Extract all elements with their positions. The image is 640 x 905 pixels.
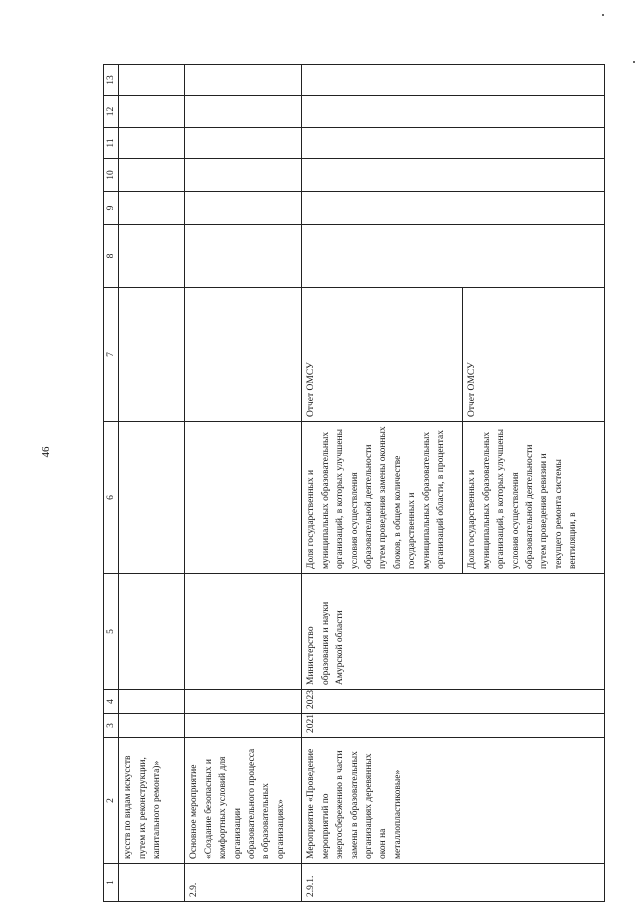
cell-executor xyxy=(185,574,302,690)
cell-empty xyxy=(302,225,605,288)
cell-end-year xyxy=(185,690,302,714)
cell-empty xyxy=(185,96,302,128)
cell-empty xyxy=(302,192,605,225)
cell-empty xyxy=(185,192,302,225)
cell-empty xyxy=(119,65,185,96)
column-number: 6 xyxy=(104,422,119,574)
cell-number: 2.9.1. xyxy=(302,864,605,902)
cell-empty xyxy=(302,159,605,192)
cell-empty xyxy=(302,128,605,159)
cell-empty xyxy=(119,128,185,159)
scan-speck xyxy=(602,14,604,16)
page-number: 46 xyxy=(40,446,52,458)
column-number: 10 xyxy=(104,159,119,192)
cell-source-ventilation: Отчет ОМСУ xyxy=(462,288,590,421)
cell-end-year xyxy=(119,690,185,714)
program-measures-table xyxy=(103,64,605,902)
cell-indicator-ventilation: Доля государственных и муниципальных образовательных организаций, в которых улучшены условия осуществления образовательной деятельности путем проведения ревизии и текущего ремонта системы вентиляции, в xyxy=(462,422,590,573)
scan-speck xyxy=(633,61,635,63)
cell-measure-name: кусств по видам искусств путем их реконструкции, капитального ремонта)» xyxy=(119,738,185,864)
cell-source-group xyxy=(302,288,605,422)
cell-indicator xyxy=(185,422,302,574)
cell-empty xyxy=(185,128,302,159)
cell-empty xyxy=(185,159,302,192)
cell-empty xyxy=(119,159,185,192)
cell-empty xyxy=(119,225,185,288)
cell-source-windows: Отчет ОМСУ xyxy=(306,362,317,417)
table-row xyxy=(185,65,302,902)
cell-start-year xyxy=(119,714,185,738)
cell-empty xyxy=(119,192,185,225)
table-row xyxy=(302,65,605,902)
cell-indicator-windows: Доля государственных и муниципальных образовательных организаций, в которых улучшены условия осуществления образовательной деятельности путем проведения замены оконных блоков, в общем количестве государственных и муниципальных образовательных организаций области, в процентах xyxy=(306,426,447,569)
column-number: 9 xyxy=(104,192,119,225)
column-number: 11 xyxy=(104,128,119,159)
column-number: 8 xyxy=(104,225,119,288)
cell-empty xyxy=(185,225,302,288)
rotated-table-container xyxy=(103,65,605,902)
cell-start-year: 2021 xyxy=(302,714,605,738)
column-number: 3 xyxy=(104,714,119,738)
cell-empty xyxy=(302,96,605,128)
cell-measure-name: Мероприятие «Проведение мероприятий по энергосбережению в части замены в образовательных организациях деревянных окон на металлопластиковые» xyxy=(302,738,605,864)
cell-number xyxy=(119,864,185,902)
cell-indicator xyxy=(119,422,185,574)
column-number: 1 xyxy=(104,864,119,902)
cell-empty xyxy=(185,65,302,96)
cell-executor xyxy=(119,574,185,690)
cell-number: 2.9. xyxy=(185,864,302,902)
column-number: 5 xyxy=(104,574,119,690)
cell-source xyxy=(185,288,302,422)
cell-executor: Министерство образования и науки Амурской области xyxy=(302,574,605,690)
cell-source xyxy=(119,288,185,422)
column-number: 7 xyxy=(104,288,119,422)
column-number: 2 xyxy=(104,738,119,864)
cell-measure-name: Основное мероприятие «Создание безопасных и комфортных условий для организации образовательного процесса в образовательных организациях» xyxy=(185,738,302,864)
column-number: 13 xyxy=(104,65,119,96)
column-number: 12 xyxy=(104,96,119,128)
column-number: 4 xyxy=(104,690,119,714)
cell-indicator-group xyxy=(302,422,605,574)
table-row xyxy=(119,65,185,902)
cell-empty xyxy=(302,65,605,96)
cell-start-year xyxy=(185,714,302,738)
cell-end-year: 2023 xyxy=(302,690,605,714)
column-number-row xyxy=(104,65,119,902)
cell-empty xyxy=(119,96,185,128)
